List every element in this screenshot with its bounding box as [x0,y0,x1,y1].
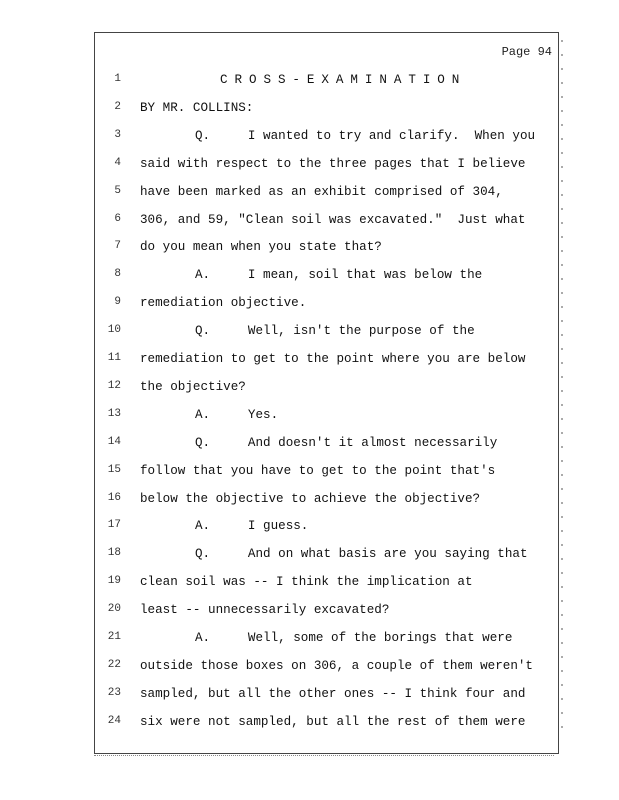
transcript-line [95,157,560,177]
line-text: least -- unnecessarily excavated? [140,603,390,618]
line-text: Q. Well, isn't the purpose of the [195,324,475,339]
line-text: below the objective to achieve the objective? [140,491,481,506]
transcript-line [95,213,560,233]
transcript-line [95,659,560,679]
line-number: 17 [107,519,121,532]
bottom-dotted-rule [94,755,554,756]
line-number: 20 [107,603,121,616]
line-text: Q. I wanted to try and clarify. When you [195,128,536,143]
line-number: 4 [114,156,121,169]
line-text: clean soil was -- I think the implication at [140,575,473,590]
line-number: 11 [107,352,121,364]
line-text: A. I mean, soil that was below the [195,268,483,283]
transcript-line [95,380,560,400]
line-number: 9 [114,296,121,309]
transcript-line [95,73,560,93]
line-text: six were not sampled, but all the rest of them were [140,714,526,729]
transcript-line [95,268,560,288]
line-text: A. Yes. [195,407,279,422]
transcript-line [95,436,560,456]
line-number: 1 [114,73,121,85]
transcript-line [95,547,560,567]
line-number: 15 [107,463,121,476]
line-number: 7 [114,240,121,253]
line-number: 16 [107,491,121,504]
transcript-line [95,492,560,512]
line-text: CROSS-EXAMINATION [220,73,467,87]
line-number: 2 [114,100,121,113]
line-text: follow that you have to get to the point that's [140,463,496,478]
line-number: 14 [107,435,121,448]
line-number: 5 [114,184,121,197]
transcript-line [95,101,560,121]
transcript-line [95,352,560,372]
line-text: remediation objective. [140,296,307,311]
transcript-line [95,240,560,260]
transcript-line [95,575,560,595]
line-text: A. Well, some of the borings that were [195,631,513,645]
transcript-line [95,519,560,539]
right-margin-dots [561,40,563,740]
line-text: do you mean when you state that? [140,240,382,255]
line-number: 3 [114,128,121,141]
transcript-line [95,129,560,149]
line-number: 18 [107,547,121,560]
line-number: 19 [107,575,121,588]
line-text: sampled, but all the other ones -- I think four and [140,686,526,701]
line-number: 6 [114,212,121,225]
transcript-line [95,408,560,428]
line-number: 13 [107,407,121,420]
transcript-page-frame [94,32,559,754]
line-number: 10 [107,324,121,337]
line-text: 306, and 59, "Clean soil was excavated." Just what [140,212,526,227]
transcript-line [95,324,560,344]
line-number: 12 [107,379,121,392]
transcript-line [95,185,560,205]
page-number-label: Page 94 [501,45,552,59]
line-number: 22 [107,658,121,671]
transcript-line [95,687,560,707]
line-number: 21 [107,631,121,643]
transcript-line [95,631,560,651]
line-number: 8 [114,268,121,281]
line-text: the objective? [140,379,246,394]
transcript-line [95,464,560,484]
line-text: have been marked as an exhibit comprised of 304, [140,184,503,199]
line-number: 23 [107,686,121,699]
line-text: A. I guess. [195,519,309,534]
line-text: Q. And doesn't it almost necessarily [195,435,498,450]
transcript-line [95,715,560,735]
line-text: Q. And on what basis are you saying that [195,547,528,562]
transcript-line [95,296,560,316]
line-text: said with respect to the three pages that I believe [140,156,526,171]
line-text: remediation to get to the point where you are below [140,352,526,366]
line-text: outside those boxes on 306, a couple of them weren't [140,658,533,673]
transcript-line [95,603,560,623]
line-number: 24 [107,714,121,727]
line-text: BY MR. COLLINS: [140,100,254,115]
